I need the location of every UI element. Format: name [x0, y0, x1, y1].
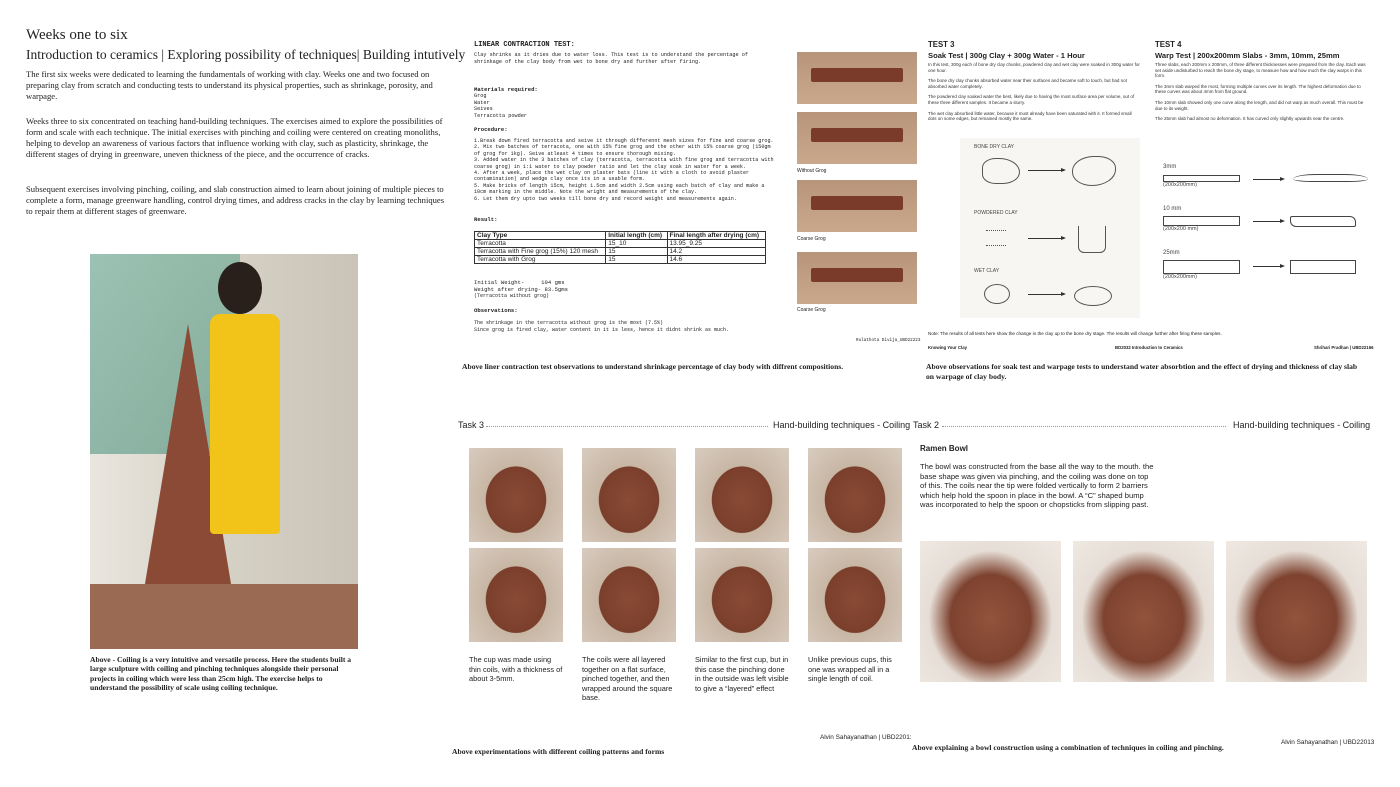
- slab-25mm-warped: [1290, 260, 1356, 274]
- arrow-icon: [1028, 170, 1064, 171]
- task3-title: Hand-building techniques - Coiling: [773, 420, 911, 430]
- table-header-row: [475, 232, 766, 240]
- test3-title: Soak Test | 300g Clay + 300g Water - 1 Hour: [928, 51, 1085, 60]
- arrow-icon: [1028, 294, 1064, 295]
- ramen-bowl-body: The bowl was constructed from the base all the way to the mouth. the base shape was given via pinching, and the coiling was done on top of this. The coils near the tip were folded vertically to form 2 barriers which help hold the spoon in place in the bowl. A “C” shaped bump was incorporated to help the spoon or chopsticks from slipping past.: [920, 462, 1154, 510]
- test3-label: TEST 3: [928, 40, 955, 49]
- powder-dots: [986, 230, 1006, 246]
- test4-paragraph: The 25mm slab had almost no deformation. It has curved only slightly upwards near the centre.: [1155, 116, 1345, 122]
- weight-initial: Initial Weight- 104 gms: [474, 279, 565, 286]
- procedure-step: 5. Make bricks of length 15cm, height 1.5cm and width 2.5cm using each batch of clay and make a 10cm marking in the middle. Note the wright and measurements of the clay.: [474, 182, 765, 196]
- coil-cup-photo-3: [695, 448, 789, 542]
- wet-clay-result: [1074, 286, 1112, 306]
- observation-1: The shrinkage in the terracotta without grog is the most (7.5%): [474, 320, 664, 326]
- materials-list: [474, 93, 527, 119]
- task3-description-2: The coils were all layered together on a flat surface, pinched together, and then wrapped around the square base.: [582, 655, 673, 702]
- floor: [90, 584, 358, 649]
- photo-label-coarse-grog-2: Coarse Grog: [797, 307, 826, 313]
- procedure-step: 2. Mix two batches of terracota, one with 15% fine grog and the other with 15% coarse grog (150gm of grog for 1kg). Seive atleast 4 times to ensure thorough mixing.: [474, 144, 771, 157]
- task2-label: Task 2: [913, 420, 940, 430]
- sketch-label-powdered: POWDERED CLAY: [974, 210, 1018, 216]
- slab-3mm: [1163, 175, 1240, 182]
- task3-divider: [486, 426, 768, 427]
- test3-paragraph: The wet clay absorbed little water, because it must already have been saturated with it. It formed small dots on some edges, but remained mostly the same.: [928, 110, 1132, 122]
- powdered-result-cup: [1078, 226, 1106, 253]
- ramen-bowl-photo-2: [1073, 541, 1214, 682]
- slab-3mm-warped: [1293, 174, 1368, 182]
- photo-label-without-grog: Without Grog: [797, 168, 827, 174]
- test4-text: [1155, 62, 1370, 122]
- task3-description-1: The cup was made using thin coils, with a thickness of about 3-5mm.: [469, 655, 563, 683]
- materials-heading: Materials required:: [474, 86, 538, 93]
- coil-cup-photo-6: [582, 548, 676, 642]
- linear-test-intro: Clay shrinks as it dries due to water loss. This test is to understand the percentage of shrinkage of the clay body from wet to bone dry and further after firing.: [474, 52, 748, 65]
- task3-caption: Above experimentations with different coiling patterns and forms: [452, 747, 665, 756]
- student-head: [218, 262, 262, 314]
- arrow-icon: [1253, 266, 1283, 267]
- material-item: Seives: [474, 106, 493, 112]
- slab-label-3mm: 3mm: [1163, 164, 1177, 170]
- tests-caption: Above observations for soak test and warpage tests to understand water absorbtion and the effect of drying and thickness of clay slab on warpage of clay body.: [926, 362, 1358, 381]
- arrow-icon: [1253, 221, 1283, 222]
- tests-footer-right: Shrihari Pradhan | UBD22166: [1314, 345, 1374, 350]
- slab-label-10mm: 10 mm: [1163, 206, 1182, 212]
- result-heading: Result:: [474, 216, 498, 223]
- page-title: Weeks one to six: [26, 27, 128, 43]
- slab-25mm: [1163, 260, 1240, 274]
- procedure-step: 6. Let them dry upto two weeks till bone dry and record weight and measurements again.: [474, 195, 737, 202]
- table-header: Initial length (cm): [606, 232, 667, 240]
- table-header: Final length after drying (cm): [667, 232, 766, 240]
- task2-caption: Above explaining a bowl construction using a combination of techniques in coiling and pinching.: [912, 743, 1224, 752]
- coil-cup-photo-5: [469, 548, 563, 642]
- sketch-label-wet: WET CLAY: [974, 268, 1000, 274]
- table-row: [475, 240, 766, 248]
- arrow-icon: [1253, 179, 1283, 180]
- ramen-bowl-photo-3: [1226, 541, 1367, 682]
- brick-photo-3: [797, 180, 917, 232]
- test4-paragraph: The 10mm slab showed only one curve along the length, and did not warp as much overall. This must be due to its weight.: [1155, 99, 1364, 111]
- task3-credit: Alvin Sahayanathan | UBD2201:: [820, 734, 912, 741]
- task3-description-4: Unlike previous cups, this one was wrapped all in a single length of coil.: [808, 655, 892, 683]
- material-item: Grog: [474, 93, 487, 99]
- soak-sketch-panel: [960, 138, 1140, 318]
- table-cell: 15: [606, 248, 667, 256]
- test3-paragraph: In this test, 300g each of bone dry clay chunks, powdered clay and wet clay were soaked in 300g water for one hour.: [928, 62, 1140, 73]
- observation-2: Since grog is fired clay, water content in it is less, hence it didnt shrink as much.: [474, 327, 730, 333]
- table-header: Clay Type: [475, 232, 606, 240]
- slab-size-25mm: (200x200mm): [1163, 274, 1197, 280]
- arrow-icon: [1028, 238, 1064, 239]
- weight-note: (Terracotta without grog): [474, 293, 550, 299]
- table-cell: 15: [606, 256, 667, 264]
- table-row: [475, 248, 766, 256]
- intro-paragraph-2: Weeks three to six concentrated on teaching hand-building techniques. The exercises aimed to explore the possibilities of form and scale with each technique. The initial exercises with pinching and coiling were centered on creating monoliths, helping to develop an awareness of various factors that influence working with clay, such as plasticity, shrinkage, the different stages of drying in greenware, uneven thickness of the piece, and the occurrence of cracks.: [26, 116, 443, 159]
- procedure-step: 1.Break down fired terracotta and seive it through differennt mesh sizes for fine and coarse grog.: [474, 138, 774, 144]
- brick-photo-1: [797, 52, 917, 104]
- procedure-heading: Procedure:: [474, 126, 508, 133]
- coil-cup-photo-2: [582, 448, 676, 542]
- task2-title: Hand-building techniques - Coiling: [1233, 420, 1371, 430]
- intro-paragraph-1: The first six weeks were dedicated to learning the fundamentals of working with clay. Weeks one and two focused on preparing clay from scratch and conducting tests to understand its physical properties, such as shrinkage, porosity, and warpage.: [26, 69, 433, 101]
- tests-note: Note: The results of all tests here show the change in the clay up to the bone dry stage. The results will change further after firing these samples.: [928, 331, 1222, 336]
- tests-footer-mid: BD2032 Introduction to Ceramics: [1115, 345, 1183, 350]
- procedure-list: [474, 138, 774, 202]
- table-cell: 14.2: [667, 248, 766, 256]
- task2-divider: [942, 426, 1226, 427]
- bone-dry-chunks: [982, 158, 1020, 184]
- result-table: [474, 231, 766, 264]
- slab-size-10mm: (200x200 mm): [1163, 226, 1199, 232]
- material-item: Water: [474, 99, 490, 106]
- photo-label-coarse-grog: Coarse Grog: [797, 236, 826, 242]
- table-cell: 14.6: [667, 256, 766, 264]
- test4-paragraph: The 3mm slab warped the most, forming multiple curves over its length. The highest deformation due to these curves was about 4mm from flat ground.: [1155, 83, 1361, 95]
- slab-10mm: [1163, 216, 1240, 226]
- slab-label-25mm: 25mm: [1163, 250, 1180, 256]
- intro-paragraph-3: Subsequent exercises involving pinching, coiling, and slab construction aimed to learn about joining of multiple pieces to complete a form, manage greenware handling, control drying times, and address cracks in the clay by learning techniques to repair them at different stages of greenware.: [26, 184, 445, 216]
- linear-test-heading: LINEAR CONTRACTION TEST:: [474, 41, 575, 49]
- procedure-step: 4. After a week, place the wet clay on plaster bats (line it with a cloth to avoid plaster contamination) and wedge clay once its in a usable form.: [474, 170, 750, 183]
- test3-paragraph: The powdered clay soaked water the best, likely due to having the most surface area per volume, out of these three different samples. It became a slurry.: [928, 94, 1135, 105]
- table-cell: Terracotta with Grog: [475, 256, 606, 264]
- linear-test-credit: Rulathota Divija_UBD22223: [856, 338, 921, 343]
- test4-title: Warp Test | 200x200mm Slabs - 3mm, 10mm, 25mm: [1155, 51, 1340, 60]
- page-subtitle: Introduction to ceramics | Exploring possibility of techniques| Building intutively: [26, 47, 466, 62]
- test3-paragraph: The bone dry clay chunks absorbed water near their surfaces and became soft to touch, but had not absorbed water completely.: [928, 78, 1127, 89]
- linear-test-caption: Above liner contraction test observations to understand shrinkage percentage of clay body with diffrent compositions.: [462, 362, 844, 371]
- procedure-step: 3. Added water in the 3 batches of clay (terracotta, terracotta with fine grog and terracotta with coarse grog) in 1:1 water to clay powder ratio and let the clay soak in water for a week.: [474, 157, 774, 170]
- brick-photo-4: [797, 252, 917, 304]
- slab-size-3mm: (200x200mm): [1163, 182, 1197, 188]
- ramen-bowl-heading: Ramen Bowl: [920, 444, 969, 453]
- yellow-apron: [210, 314, 280, 534]
- table-cell: 15_10: [606, 240, 667, 248]
- test3-text: [928, 62, 1140, 122]
- table-cell: 13.95_9.25: [667, 240, 766, 248]
- wet-clay-blob: [984, 284, 1010, 304]
- weight-after: Weight after drying- 83.5gms: [474, 286, 568, 293]
- warp-sketch-panel: [1155, 160, 1370, 290]
- table-cell: Terracotta with Fine grog (15%) 120 mesh: [475, 248, 606, 256]
- coil-cup-photo-8: [808, 548, 902, 642]
- slab-10mm-warped: [1290, 216, 1356, 227]
- coil-cup-photo-4: [808, 448, 902, 542]
- table-cell: Terracotta: [475, 240, 606, 248]
- ramen-bowl-photo-1: [920, 541, 1061, 682]
- material-item: Terracotta powder: [474, 112, 527, 119]
- task2-credit: Alvin Sahayanathan | UBD22013: [1281, 739, 1375, 746]
- coiling-sculpture-photo: [90, 254, 358, 649]
- sketch-label-bone-dry: BONE DRY CLAY: [974, 144, 1015, 150]
- bone-dry-result: [1072, 156, 1116, 186]
- tests-footer-left: Knowing Your Clay: [928, 345, 967, 350]
- coil-cup-photo-1: [469, 448, 563, 542]
- test4-label: TEST 4: [1155, 40, 1182, 49]
- main-photo-caption: Above - Coiling is a very intuitive and versatile process. Here the students built a large sculpture with coiling and pinching techniques alongside their personal projects in coiling which were less than 25cm high. The exercise helps to understand the possibility of scale using coiling technique.: [90, 655, 352, 693]
- coil-cup-photo-7: [695, 548, 789, 642]
- observations-heading: Observations:: [474, 307, 518, 314]
- table-row: [475, 256, 766, 264]
- task3-label: Task 3: [458, 420, 485, 430]
- task3-description-3: Similar to the first cup, but in this case the pinching done in the outside was left visible to give a “layered” effect: [695, 655, 789, 693]
- brick-photo-2: [797, 112, 917, 164]
- test4-paragraph: Three slabs, each 200mm x 200mm, of three different thicknesses were prepared from the clay. Each was set aside undisturbed to reach the bone dry stage, to measure how and how much the clay warps in this form.: [1155, 62, 1366, 79]
